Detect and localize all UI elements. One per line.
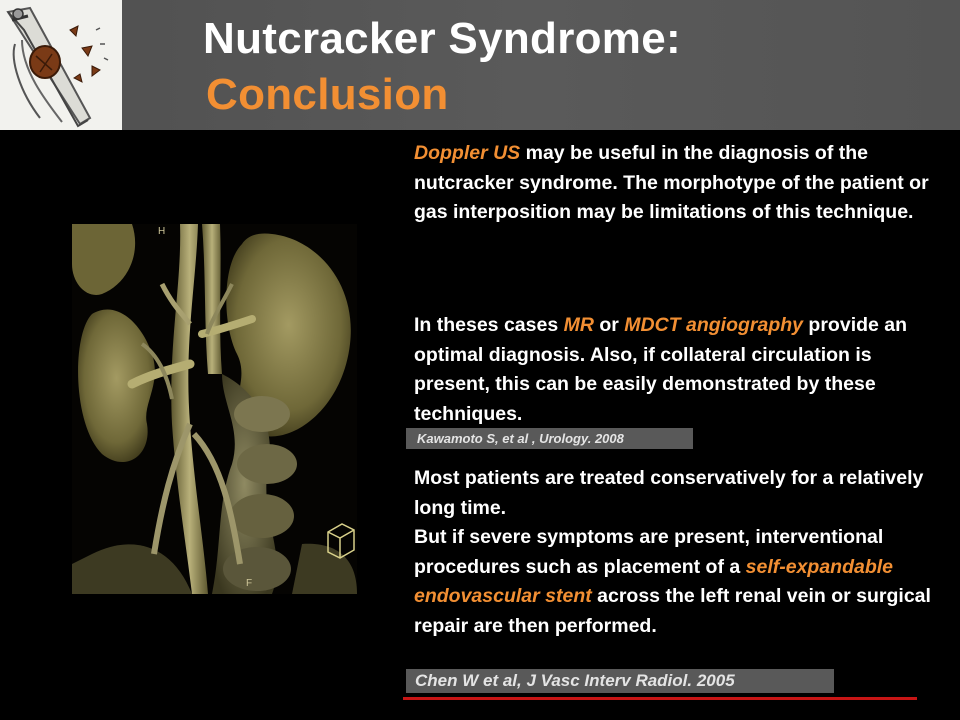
slide-title: Nutcracker Syndrome:: [203, 14, 681, 63]
paragraph-treatment: [414, 464, 934, 641]
citation-kawamoto: Kawamoto S, et al , Urology. 2008: [406, 428, 693, 449]
ct-label-top: H: [158, 226, 166, 237]
highlight-mr: MR: [563, 314, 594, 336]
paragraph-text: Most patients are treated conservatively for a relatively long time.: [414, 467, 924, 519]
ct-label-bottom: F: [246, 578, 253, 589]
nutcracker-icon: [0, 0, 122, 130]
paragraph-doppler: [414, 139, 934, 228]
highlight-stent: self-expandable endovascular stent: [414, 555, 894, 607]
highlight-doppler-us: Doppler US: [414, 142, 521, 164]
paragraph-text: provide an optimal diagnosis. Also, if collateral circulation is present, this can be easily demonstrated by these techniques.: [414, 314, 908, 425]
paragraph-text: In theses cases: [414, 314, 564, 336]
ct-angiography-image: [72, 224, 357, 594]
paragraph-text: But if severe symptoms are present, interventional procedures such as placement of a: [414, 526, 884, 578]
paragraph-mr-mdct: [414, 311, 934, 429]
highlight-mdct-angiography: MDCT angiography: [624, 314, 804, 336]
paragraph-text: may be useful in the diagnosis of the nutcracker syndrome. The morphotype of the patient or gas interposition may be limitations of this technique.: [414, 142, 929, 223]
bottom-rule: [403, 697, 917, 700]
paragraph-text: across the left renal vein or surgical repair are then performed.: [414, 585, 931, 637]
citation-chen: Chen W et al, J Vasc Interv Radiol. 2005: [406, 669, 834, 693]
slide-subtitle: Conclusion: [206, 70, 449, 119]
paragraph-text: or: [593, 314, 625, 336]
